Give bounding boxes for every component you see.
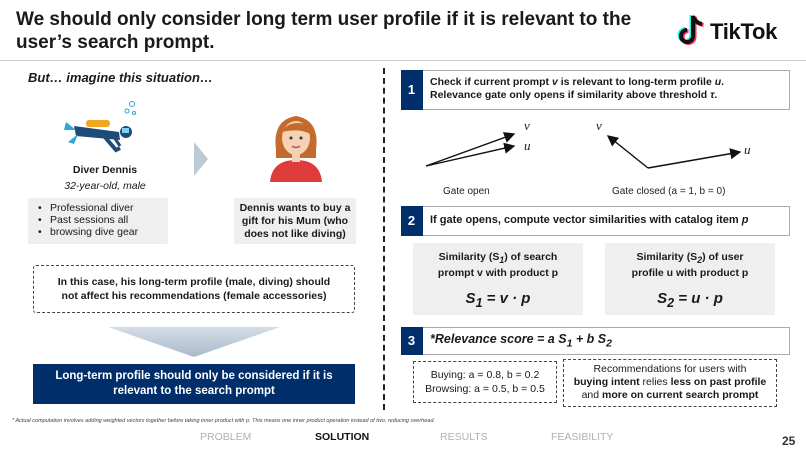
scuba-diver-icon [64,98,144,158]
step-1-header [401,70,790,110]
vector-u-label: u [744,142,751,157]
tiktok-note-icon [676,14,706,48]
recommendation-note: Recommendations for users with buying intent relies less on past profile and more on current search prompt [563,359,777,407]
nav-feasibility[interactable]: FEASIBILITY [551,431,614,443]
gift-scenario: Dennis wants to buy a gift for his Mum (who does not like diving) [234,198,356,244]
vector-v-label: v [596,118,602,133]
diver-facts [28,198,168,244]
vector-v-label: v [524,118,530,133]
step-number: 3 [401,327,423,355]
tiktok-logo [676,14,796,50]
footnote: * Actual computation involves adding weighted vectors together before taking inner product with p. This means one inner product operation instead of two, reducing overhead. [12,418,435,424]
step-number: 2 [401,206,423,236]
column-divider [383,68,385,410]
vector-u-label: u [524,138,531,153]
title-divider [0,60,806,61]
similarity-s2-card: Similarity $(S_2)$ of user profile u with product p $S_2 = u \cdot p$ [605,243,775,315]
intent-weights: Buying: a = 0.8, b = 0.2 Browsing: a = 0.5, b = 0.5 [413,361,557,403]
step-3-header [401,327,790,355]
brand-name: TikTok [710,19,778,44]
list-item: • Professional diver [36,202,164,214]
list-item: • Past sessions all [36,214,164,226]
profile-irrelevance-note: In this case, his long-term profile (male, diving) should not affect his recommendations (female accessories) [33,265,355,313]
page-title: We should only consider long term user profile if it is relevant to the user’s search prompt. [16,9,632,53]
step-number: 1 [401,70,423,110]
nav-results[interactable]: RESULTS [440,431,488,443]
nav-solution[interactable]: SOLUTION [315,431,370,443]
conclusion-banner: Long-term profile should only be considered if it is relevant to the search prompt [33,364,355,404]
woman-avatar-icon [266,110,326,182]
gate-closed-vectors [598,118,758,178]
chevron-right-icon [192,140,210,178]
gate-open-label: Gate open [443,186,490,197]
list-item: • browsing dive gear [36,226,164,238]
down-arrow-icon [108,327,280,357]
diver-name: Diver Dennis [72,164,138,176]
similarity-s2-formula: $S_2 = u \cdot p$ [657,290,723,311]
step-1-text: Check if current prompt v is relevant to long-term profile u. Relevance gate only opens if similarity above threshold τ. [430,76,725,101]
scenario-subtitle: But… imagine this situation… [28,70,213,85]
gate-open-vectors [420,118,560,178]
relevance-score-formula: *Relevance score = a $S_1 + b$ $S_2$ [430,332,612,350]
step-2-text: If gate opens, compute vector similarities with catalog item p [430,214,749,226]
step-2-header [401,206,790,236]
similarity-s1-formula: $S_1 = v \cdot p$ [465,290,531,311]
diver-age: 32-year-old, male [64,180,146,192]
gate-closed-label: Gate closed (a = 1, b = 0) [612,186,726,197]
nav-problem[interactable]: PROBLEM [200,431,252,443]
similarity-s1-card: Similarity $(S_1)$ of search prompt v with product p $S_1 = v \cdot p$ [413,243,583,315]
page-number: 25 [782,434,796,448]
